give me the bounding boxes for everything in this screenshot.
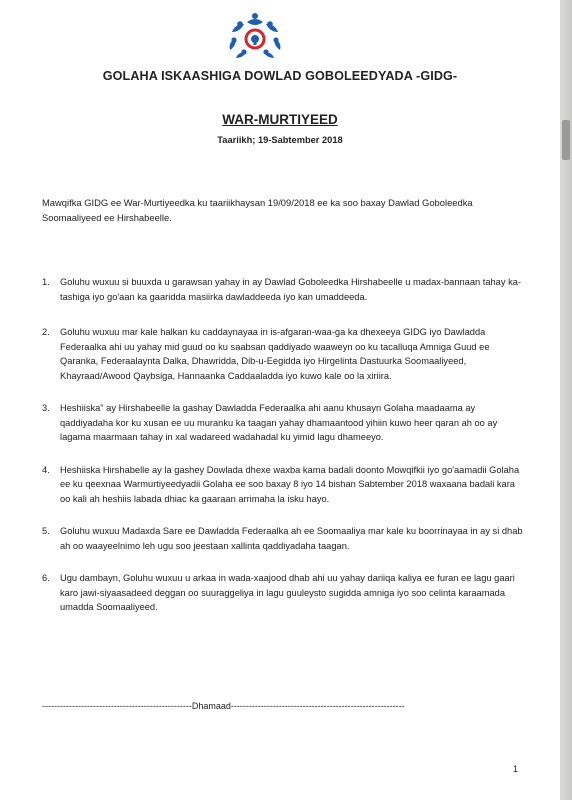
item-number: 1. bbox=[42, 277, 50, 287]
edge-mark bbox=[562, 120, 570, 160]
item-text: Ugu dambayn, Goluhu wuxuu u arkaa in wada-xaajood dhab ahi uu yahay dariiqa kaliya ee furan ee lagu gaari karo jawi-siyaasadeed deggan oo suuraggeliya in lagu guuleysto sugidda amniga iyo soo celinta karaamada umadda Soomaaliyeed. bbox=[60, 573, 515, 612]
gidg-seal-icon bbox=[222, 10, 288, 60]
item-number: 2. bbox=[42, 327, 50, 337]
item-number: 6. bbox=[42, 573, 50, 583]
list-item bbox=[42, 401, 524, 445]
item-text: Heshiiska" ay Hirshabeelle la gashay Dawladda Federaalka ahi aanu khusayn Golaha maadaama ay qaddiyadaha kor ku xusan ee uu muranku ka taagan yahay dhamaantood yihiin kuwo heer qaran ah oo ay lagama maarmaan tahay in xal wadareed wadahadal ku yimid lagu dhameeyo. bbox=[60, 403, 498, 442]
item-text: Heshiiska Hirshabelle ay la gashey Dowlada dhexe waxba kama badali doonto Mowqifkii iyo go'aamadii Golaha ee ku qeexnaa Warmurtiyeedyadii Golaha ee soo baxay 8 iyo 14 bishan Sabtember 2018 waxaana badali kara oo kali ah heshiis labada dhiac ka gaaraan arrimaha la isku hayo. bbox=[60, 464, 520, 504]
document-title: WAR-MURTIYEED bbox=[222, 112, 338, 127]
page-edge-shadow bbox=[560, 0, 572, 800]
closing-line: --------------------------------------------------Dhamaad---------------------------------------------------------- bbox=[42, 701, 405, 711]
item-number: 3. bbox=[42, 403, 50, 413]
list-item bbox=[42, 325, 524, 383]
page-number: 1 bbox=[512, 764, 518, 774]
statement-list bbox=[42, 275, 524, 630]
organization-title: GOLAHA ISKAASHIGA DOWLAD GOBOLEEDYADA -GIDG- bbox=[102, 69, 458, 83]
list-item bbox=[42, 463, 524, 507]
intro-paragraph: Mawqifka GIDG ee War-Murtiyeedka ku taariikhaysan 19/09/2018 ee ka soo baxay Dawlad Goboleedka Soomaaliyeed ee Hirshabeelle. bbox=[42, 197, 473, 223]
item-number: 5. bbox=[42, 526, 50, 536]
item-text: Goluhu wuxuu Madaxda Sare ee Dawladda Federaalka ah ee Soomaaliya mar kale ku boorrinayaa in ay si dhab ah oo waayeelnimo leh ugu soo jeestaan xallinta qaddiyadaha taagan. bbox=[60, 526, 523, 551]
document-date: Taariikh; 19-Sabtember 2018 bbox=[217, 135, 343, 145]
list-item bbox=[42, 571, 524, 615]
list-item bbox=[42, 524, 524, 553]
item-text: Goluhu wuxuu mar kale halkan ku caddaynayaa in is-afgaran-waa-ga ka dhexeeya GIDG iyo Dawladda Federaalka ahi uu yahay mid guud oo ku saabsan qaddiyado waaweyn oo ku tacalluqa Amniga Guud ee Qaranka, Federaalaynta Dalka, Dhawridda, Dib-u-Eegidda iyo Hirgelinta Dastuurka Soomaaliyeed, Khayraad/Awood Qaybsiga, Hannaanka Caddaaladda iyo kuwo kale oo la xiriira. bbox=[60, 327, 490, 381]
list-item bbox=[42, 275, 524, 304]
item-number: 4. bbox=[42, 464, 50, 475]
item-text: Goluhu wuxuu si buuxda u garawsan yahay in ay Dawlad Goboleedka Hirshabeelle u madax-bannaan tahay ka-tashiga iyo go'aan ka gaaridda masiirka dawladdeeda iyo kan umaddeeda. bbox=[60, 277, 521, 302]
